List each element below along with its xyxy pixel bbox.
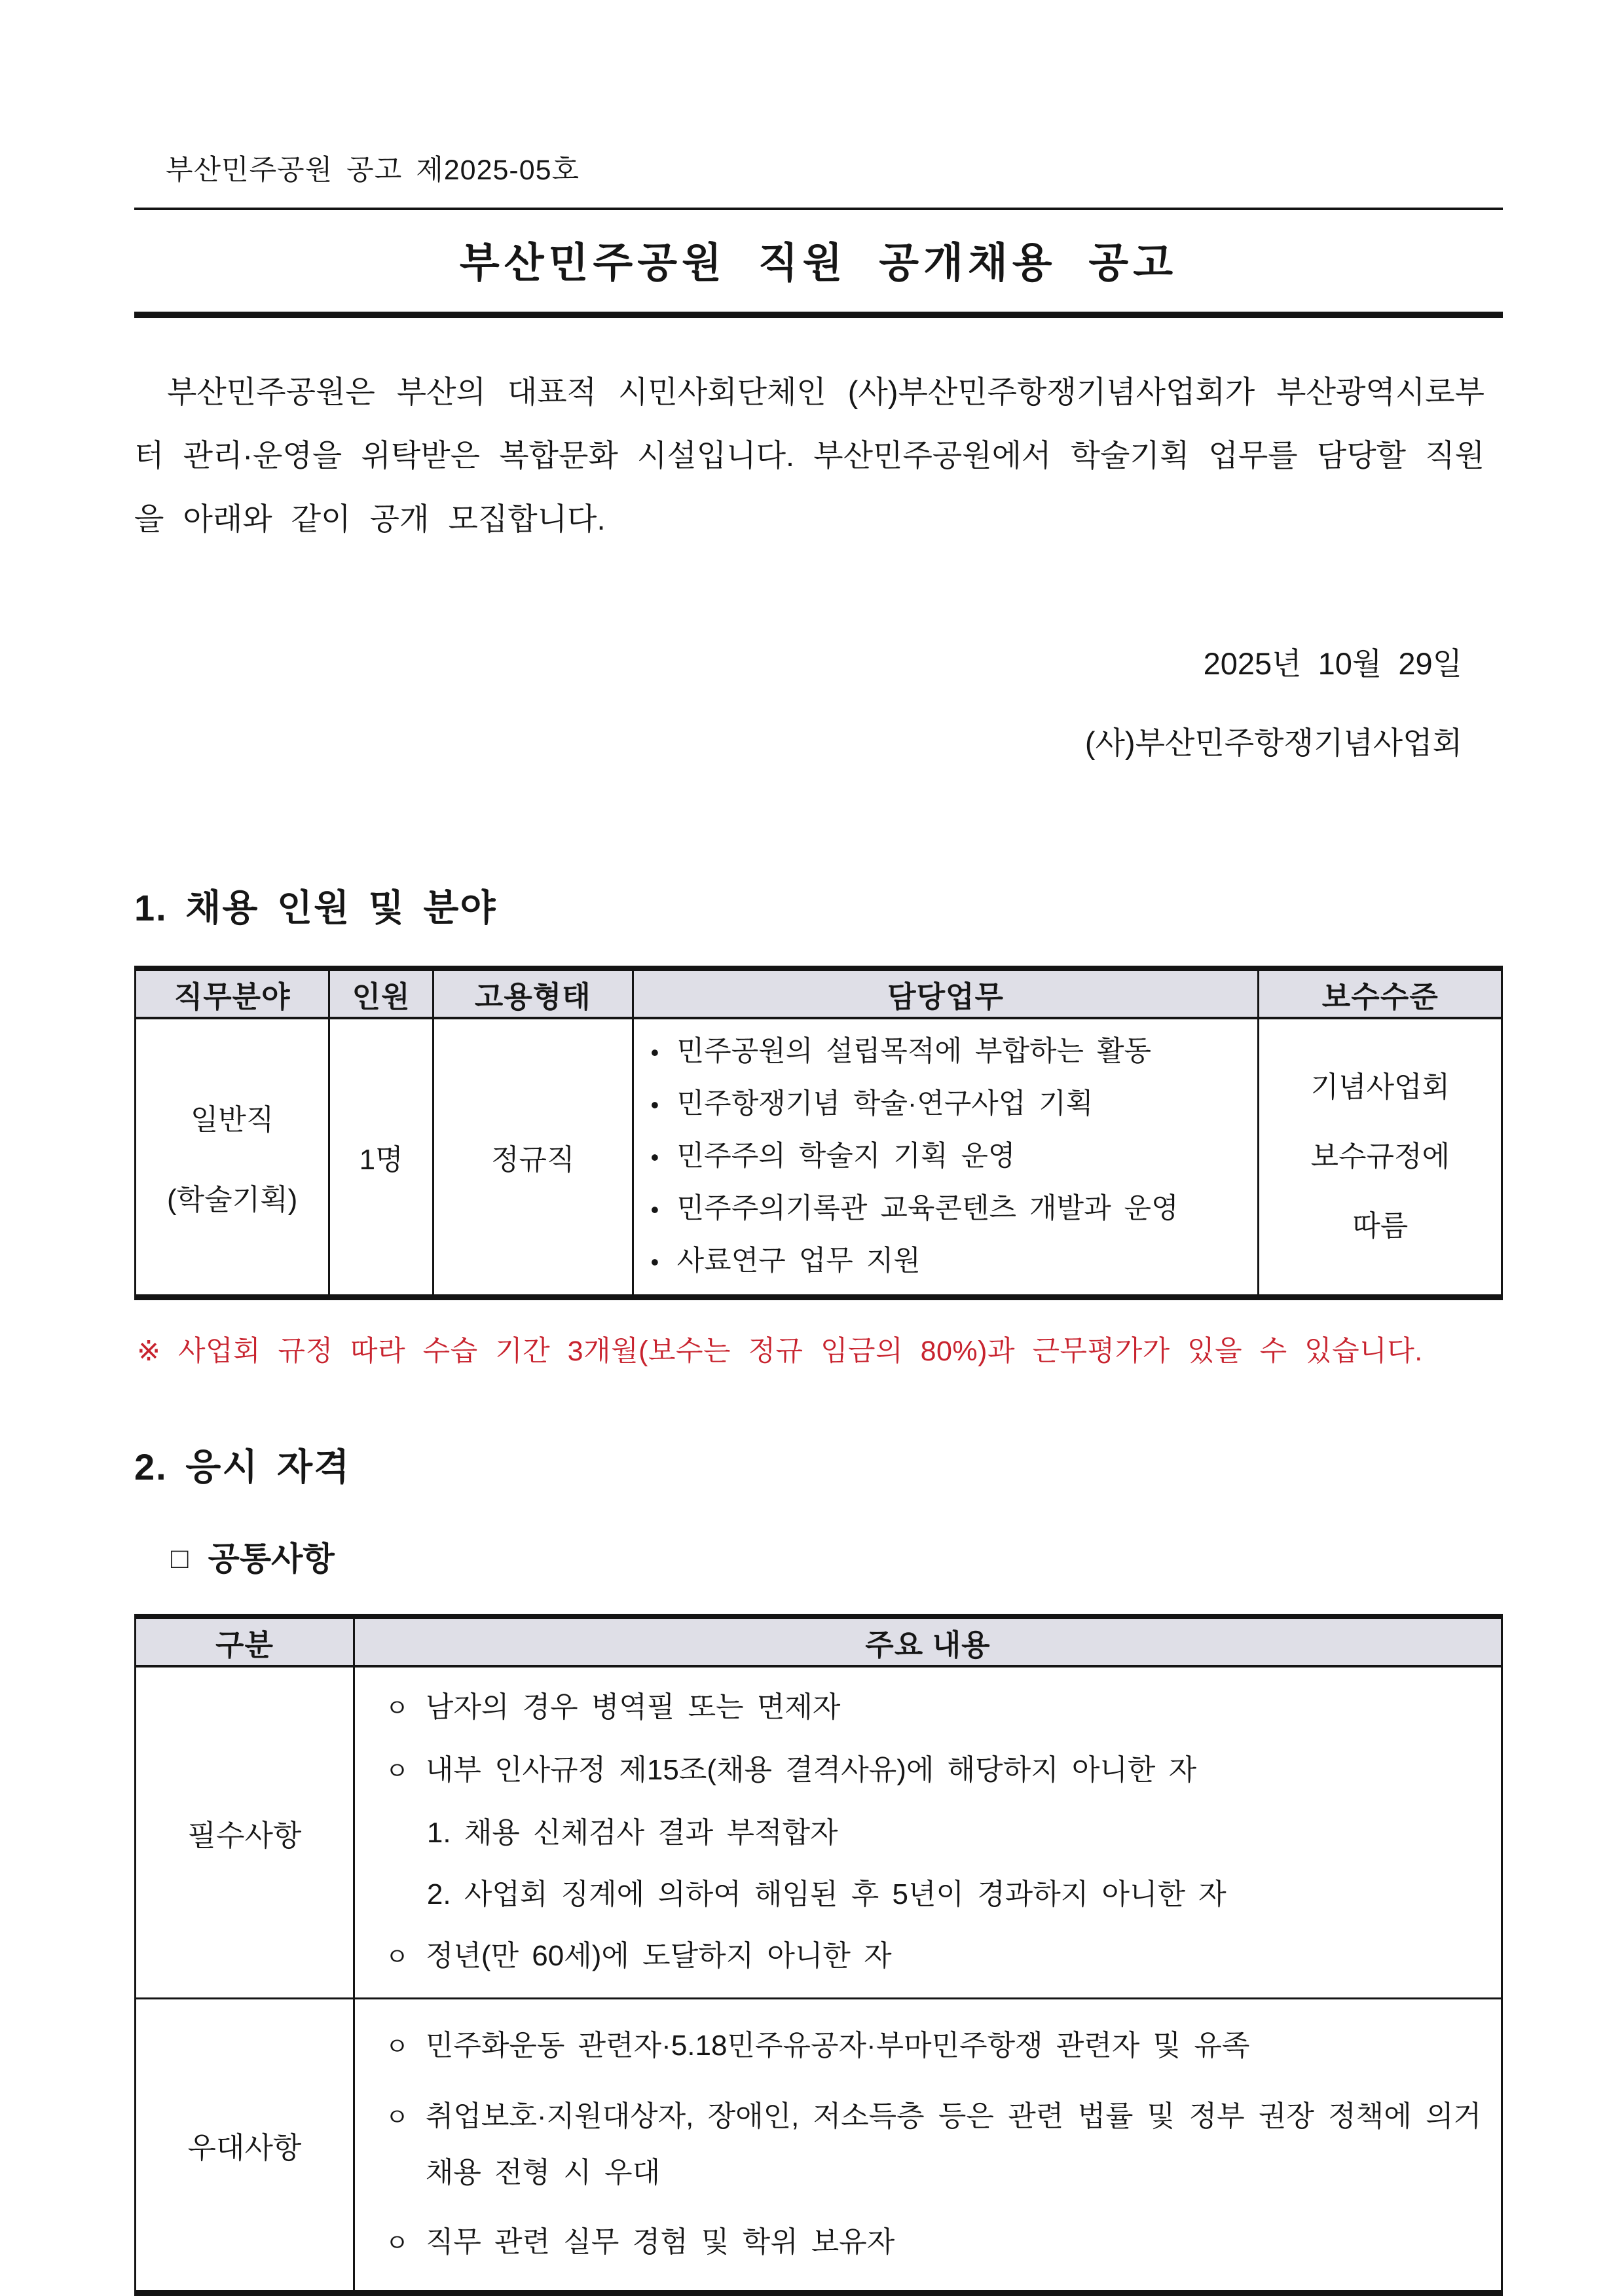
- col-header-pay: 보수수준: [1259, 968, 1502, 1018]
- preference-item: [385, 2018, 1481, 2075]
- bullet-icon: •: [650, 1196, 659, 1223]
- duty-text: 민주주의 학술지 기획 운영: [676, 1140, 1016, 1172]
- pay-line: 기념사업회: [1310, 1071, 1450, 1103]
- duty-text: 사료연구 업무 지원: [676, 1245, 921, 1277]
- circle-marker-icon: ㅇ: [384, 2033, 409, 2061]
- probation-note: ※ 사업회 규정 따라 수습 기간 3개월(보수는 정규 임금의 80%)과 근무평가가 있을 수 있습니다.: [137, 1336, 1423, 1367]
- subheading-label: 공통사항: [208, 1540, 335, 1577]
- col-header-duties: 담당업무: [633, 968, 1259, 1018]
- preference-text: 취업보호·지원대상자, 장애인, 저소득층 등은 관련 법률 및 정부 권장 정책에 의거 채용 전형 시 우대: [425, 2100, 1481, 2189]
- header-rule-thick: [134, 312, 1503, 318]
- cell-preferred-items: [354, 1999, 1502, 2293]
- duty-item: [651, 1131, 1249, 1183]
- cell-category-required: 필수사항: [136, 1666, 354, 1999]
- circle-marker-icon: ㅇ: [384, 1758, 409, 1785]
- cell-count: 1명: [329, 1018, 434, 1298]
- bullet-icon: •: [650, 1144, 659, 1171]
- requirement-text: 2. 사업회 징계에 의하여 해임된 후 5년이 경과하지 아니한 자: [426, 1878, 1227, 1910]
- cell-employment-type: 정규직: [433, 1018, 633, 1298]
- recruitment-table-header-row: [136, 968, 1502, 1018]
- cell-job-field: [136, 1018, 329, 1298]
- document-content: [134, 0, 1503, 2296]
- common-requirements-subheading: [134, 1533, 1503, 1580]
- requirement-subitem: [385, 1812, 1481, 1855]
- bullet-icon: •: [650, 1039, 659, 1066]
- preference-text: 직무 관련 실무 경험 및 학위 보유자: [425, 2226, 895, 2258]
- preference-text: 민주화운동 관련자·5.18민주유공자·부마민주항쟁 관련자 및 유족: [425, 2030, 1250, 2062]
- doc-number: 부산민주공원 공고 제2025-05호: [166, 155, 580, 186]
- recruitment-table-data-row: [136, 1018, 1502, 1298]
- recruitment-table: [134, 966, 1503, 1300]
- requirement-text: 1. 채용 신체검사 결과 부적합자: [426, 1817, 838, 1849]
- col-header-count: 인원: [329, 968, 434, 1018]
- duty-text: 민주공원의 설립목적에 부합하는 활동: [676, 1036, 1152, 1067]
- pay-line: 따름: [1352, 1210, 1409, 1242]
- requirement-text: 남자의 경우 병역필 또는 면제자: [425, 1691, 841, 1723]
- job-field-line2: (학술기획): [167, 1184, 298, 1216]
- section1-heading: 1. 채용 인원 및 분야: [134, 887, 497, 928]
- announcement-date: 2025년 10월 29일: [1203, 646, 1462, 681]
- requirement-item: [385, 1935, 1481, 1979]
- col-header-job-field: 직무분야: [136, 968, 329, 1018]
- page-title: 부산민주공원 직원 공개채용 공고: [459, 240, 1178, 286]
- requirement-item: [385, 1686, 1481, 1730]
- preference-item: [385, 2214, 1481, 2272]
- section2-heading: 2. 응시 자격: [134, 1446, 351, 1487]
- duty-text: 민주주의기록관 교육콘텐츠 개발과 운영: [676, 1193, 1179, 1224]
- square-marker-icon: □: [171, 1542, 189, 1575]
- col-header-category: 구분: [136, 1616, 354, 1666]
- organization-name: (사)부산민주항쟁기념사업회: [1084, 725, 1462, 760]
- duty-item: [651, 1026, 1249, 1078]
- cell-duties: [633, 1018, 1259, 1298]
- date-block: [134, 624, 1503, 782]
- intro-paragraph: 부산민주공원은 부산의 대표적 시민사회단체인 (사)부산민주항쟁기념사업회가 부산광역시로부터 관리·운영을 위탁받은 복합문화 시설입니다. 부산민주공원에서 학술기획 업무를 담당할 직원을 아래와 같이 공개 모집합니다.: [134, 374, 1485, 536]
- duty-item: [651, 1183, 1249, 1235]
- bullet-icon: •: [650, 1091, 659, 1118]
- required-items-row: [136, 1666, 1502, 1999]
- col-header-main-content: 주요 내용: [354, 1616, 1502, 1666]
- cell-pay: [1259, 1018, 1502, 1298]
- qualification-table: [134, 1614, 1503, 2296]
- job-field-line1: 일반직: [190, 1104, 274, 1136]
- circle-marker-icon: ㅇ: [384, 1695, 409, 1722]
- col-header-employment-type: 고용형태: [433, 968, 633, 1018]
- requirement-item: [385, 1749, 1481, 1793]
- requirement-subitem: [385, 1873, 1481, 1916]
- requirement-text: 내부 인사규정 제15조(채용 결격사유)에 해당하지 아니한 자: [425, 1754, 1197, 1786]
- cell-required-items: [354, 1666, 1502, 1999]
- circle-marker-icon: ㅇ: [384, 2104, 409, 2132]
- bullet-icon: •: [650, 1248, 659, 1275]
- circle-marker-icon: ㅇ: [384, 2230, 409, 2257]
- pay-line: 보수규정에: [1310, 1140, 1450, 1173]
- circle-marker-icon: ㅇ: [384, 1944, 409, 1971]
- preferred-items-row: [136, 1999, 1502, 2293]
- cell-category-preferred: 우대사항: [136, 1999, 354, 2293]
- preference-item: [385, 2088, 1481, 2201]
- duty-item: [651, 1078, 1249, 1131]
- duty-text: 민주항쟁기념 학술·연구사업 기획: [676, 1088, 1094, 1120]
- duty-item: [651, 1235, 1249, 1288]
- requirement-text: 정년(만 60세)에 도달하지 아니한 자: [425, 1940, 892, 1972]
- qualification-table-header-row: [136, 1616, 1502, 1666]
